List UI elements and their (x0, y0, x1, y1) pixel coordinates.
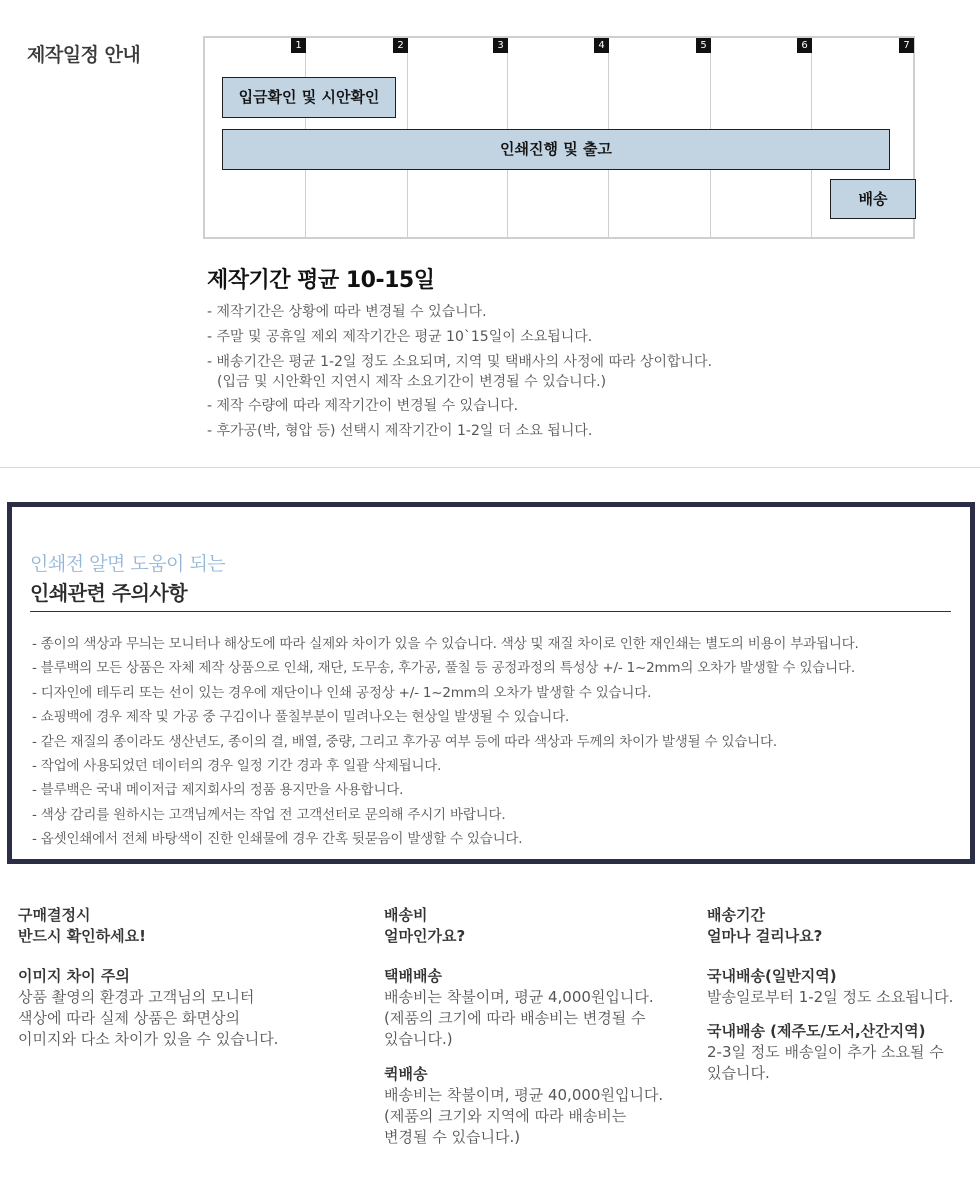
note-item: - 후가공(박, 형압 등) 선택시 제작기간이 1-2일 더 소요 됩니다. (207, 423, 593, 439)
caution-item: - 옵셋인쇄에서 전체 바탕색이 진한 인쇄물에 경우 간혹 뒷묻음이 발생할 수 있습니다. (32, 831, 523, 848)
caution-item: - 블루백의 모든 상품은 자체 제작 상품으로 인쇄, 재단, 도무송, 후가공, 풀칠 등 공정과정의 특성상 +/- 1~2mm의 오차가 발생할 수 있습니다. (32, 660, 855, 677)
day-badge: 7 (899, 38, 914, 53)
note-text: - 배송기간은 평균 1-2일 정도 소요되며, 지역 및 택배사의 사정에 따라 상이합니다. (207, 354, 713, 370)
caution-item: - 쇼핑백에 경우 제작 및 가공 중 구김이나 풀칠부분이 밀려나오는 현상일 발생될 수 있습니다. (32, 709, 570, 726)
schedule-timeline (203, 36, 915, 239)
caution-item: - 블루백은 국내 메이저급 제지회사의 정품 용지만을 사용합니다. (32, 782, 404, 799)
period-title: 제작기간 평균 10-15일 (207, 268, 435, 293)
day-badge: 5 (696, 38, 711, 53)
day-badge: 2 (393, 38, 408, 53)
shipping-cost-column (384, 905, 674, 1148)
purchase-info-column (18, 905, 308, 1050)
image-difference-section (18, 966, 308, 1050)
domestic-title: 국내배송(일반지역) (707, 967, 837, 985)
shipping-period-heading: 배송기간 얼마나 걸리나요? (707, 906, 823, 945)
parcel-section (384, 966, 674, 1050)
note-item: - 주말 및 공휴일 제외 제작기간은 평균 10`15일이 소요됩니다. (207, 329, 593, 345)
image-difference-body: 상품 촬영의 환경과 고객님의 모니터 색상에 따라 실제 상품은 화면상의 이미지와 다소 차이가 있을 수 있습니다. (18, 988, 279, 1048)
day-badge: 6 (797, 38, 812, 53)
purchase-heading: 구매결정시 반드시 확인하세요! (18, 906, 146, 945)
island-section (707, 1021, 977, 1084)
parcel-title: 택배배송 (384, 967, 442, 985)
quick-body: 배송비는 착불이며, 평균 40,000원입니다. (제품의 크기와 지역에 따라 배송비는 변경될 수 있습니다.) (384, 1086, 664, 1146)
day-badge: 3 (493, 38, 508, 53)
schedule-title: 제작일정 안내 (27, 44, 141, 66)
caution-list (32, 632, 859, 852)
day-badge: 1 (291, 38, 306, 53)
caution-item: - 종이의 색상과 무늬는 모니터나 해상도에 따라 실제와 차이가 있을 수 있습니다. 색상 및 재질 차이로 인한 재인쇄는 별도의 비용이 부과됩니다. (32, 636, 859, 652)
domestic-section (707, 966, 977, 1008)
domestic-body: 발송일로부터 1-2일 정도 소요됩니다. (707, 988, 954, 1006)
payment-confirm-bar: 입금확인 및 시안확인 (222, 77, 396, 118)
caution-item: - 작업에 사용되었던 데이터의 경우 일정 기간 경과 후 일괄 삭제됩니다. (32, 758, 442, 775)
note-item (207, 352, 712, 392)
caution-item: - 색상 감리를 원하시는 고객님께서는 작업 전 고객선터로 문의해 주시기 바랍니다. (32, 806, 506, 823)
caution-item: - 같은 재질의 종이라도 생산년도, 종이의 결, 배열, 중량, 그리고 후가공 여부 등에 따라 색상과 두께의 차이가 발생될 수 있습니다. (32, 733, 777, 750)
note-item: - 제작기간은 상황에 따라 변경될 수 있습니다. (207, 304, 487, 320)
quick-section (384, 1064, 674, 1148)
period-notes (207, 302, 712, 446)
note-item: - 제작 수량에 따라 제작기간이 변경될 수 있습니다. (207, 398, 519, 414)
caution-box (7, 502, 975, 864)
caution-item: - 디자인에 테두리 또는 선이 있는 경우에 재단이나 인쇄 공정상 +/- 1~2mm의 오차가 발생할 수 있습니다. (32, 684, 652, 701)
island-body: 2-3일 정도 배송일이 추가 소요될 수 있습니다. (707, 1043, 944, 1082)
section-divider (0, 467, 980, 468)
caution-rule (30, 611, 951, 612)
shipping-period-column (707, 905, 977, 1084)
delivery-bar: 배송 (830, 179, 916, 219)
shipping-cost-heading: 배송비 얼마인가요? (384, 906, 466, 945)
day-badge: 4 (594, 38, 609, 53)
note-subtext: (입금 및 시안확인 지연시 제작 소요기간이 변경될 수 있습니다.) (217, 374, 607, 390)
caution-subtitle: 인쇄전 알면 도움이 되는 (30, 553, 226, 575)
island-title: 국내배송 (제주도/도서,산간지역) (707, 1022, 926, 1040)
parcel-body: 배송비는 착불이며, 평균 4,000원입니다. (제품의 크기에 따라 배송비는 변경될 수 있습니다.) (384, 988, 654, 1048)
quick-title: 퀵배송 (384, 1065, 428, 1083)
caution-title: 인쇄관련 주의사항 (30, 581, 188, 605)
printing-shipping-bar: 인쇄진행 및 출고 (222, 129, 890, 170)
image-difference-title: 이미지 차이 주의 (18, 967, 130, 985)
